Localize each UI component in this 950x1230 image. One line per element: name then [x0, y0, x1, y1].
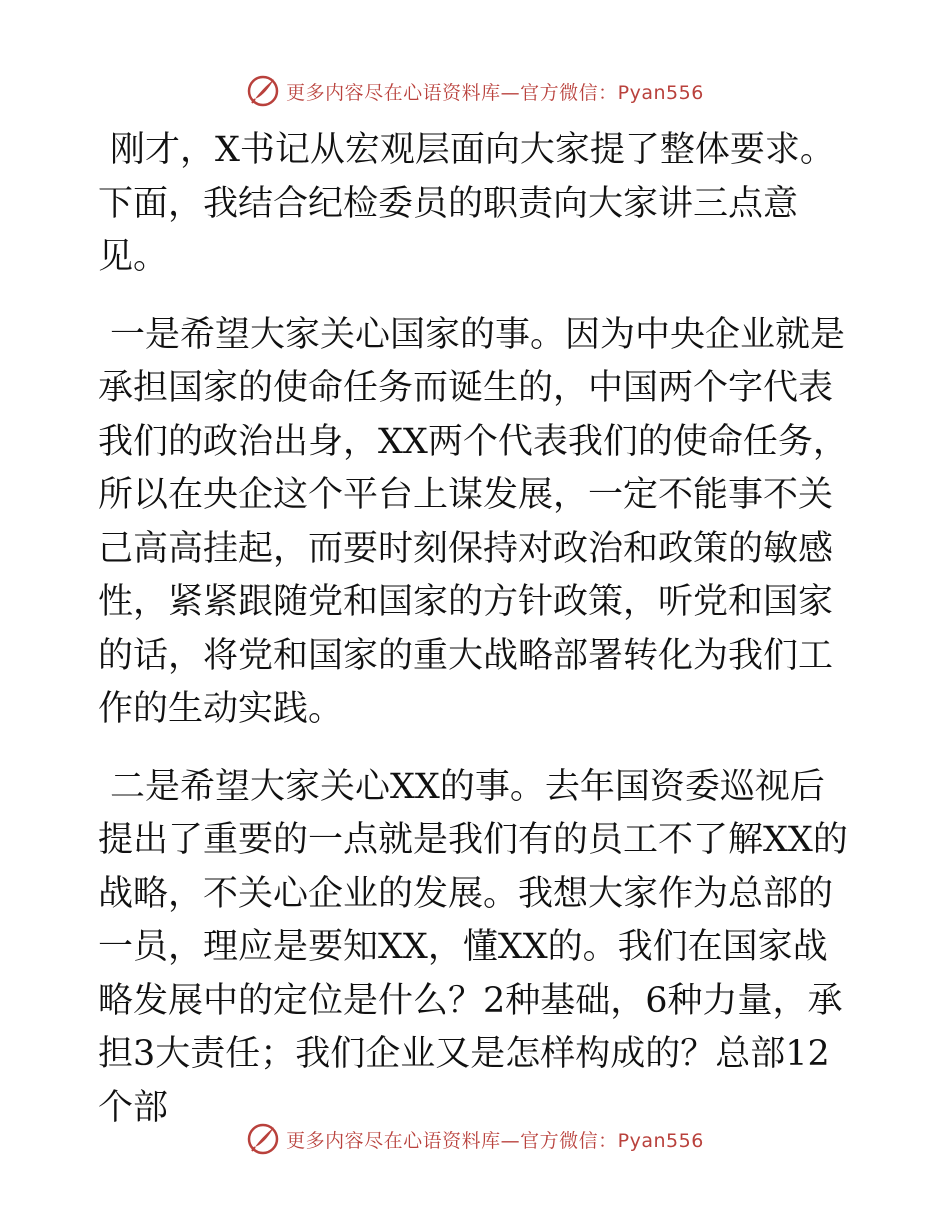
footer-watermark	[0, 1114, 950, 1164]
feather-seal-icon	[246, 1122, 280, 1156]
paragraph-point-one: 一是希望大家关心国家的事。因为中央企业就是承担国家的使命任务而诞生的，中国两个字代表我们的政治出身，XX两个代表我们的使命任务，所以在央企这个平台上谋发展，一定不能事不关己高高挂起，而要时刻保持对政治和政策的敏感性，紧紧跟随党和国家的方针政策，听党和国家的话，将党和国家的重大战略部署转化为我们工作的生动实践。	[98, 314, 848, 729]
document-body	[98, 124, 858, 1159]
paragraph-point-two: 二是希望大家关心XX的事。去年国资委巡视后提出了重要的一点就是我们有的员工不了解XX的战略，不关心企业的发展。我想大家作为总部的一员，理应是要知XX，懂XX的。我们在国家战略发展中的定位是什么？2种基础，6种力量，承担3大责任；我们企业又是怎样构成的？总部12个部	[98, 766, 848, 1128]
paragraph-intro: 刚才，X书记从宏观层面向大家提了整体要求。下面，我结合纪检委员的职责向大家讲三点意见。	[98, 130, 835, 277]
footer-watermark-text: 更多内容尽在心语资料库—官方微信：Pyan556	[286, 1129, 704, 1152]
header-watermark-text: 更多内容尽在心语资料库—官方微信：Pyan556	[286, 81, 704, 104]
header-watermark	[0, 66, 950, 116]
feather-seal-icon	[246, 74, 280, 108]
